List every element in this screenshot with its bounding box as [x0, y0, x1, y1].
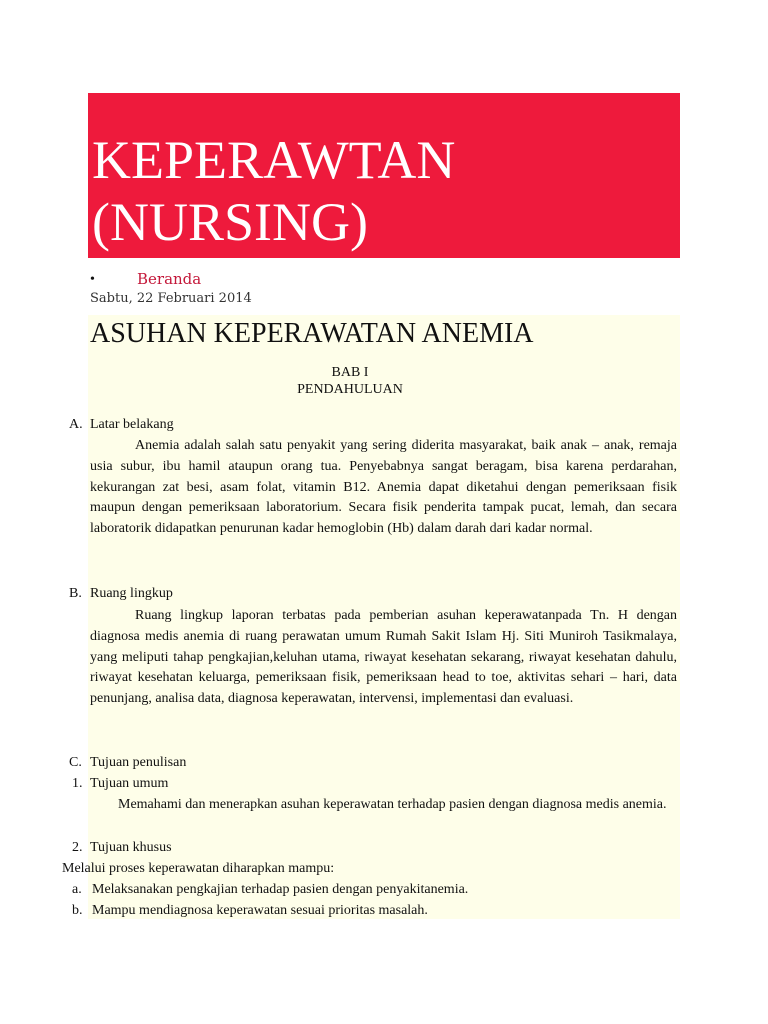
list-item-a: Melaksanakan pengkajian terhadap pasien dengan penyakitanemia. — [92, 882, 469, 897]
section-b-marker: B. — [69, 586, 82, 601]
post-title[interactable]: ASUHAN KEPERAWATAN ANEMIA — [90, 318, 534, 349]
list-item-b: Mampu mendiagnosa keperawatan sesuai prioritas masalah. — [92, 903, 428, 918]
chapter-number: BAB I — [331, 365, 369, 380]
site-title[interactable] — [92, 129, 455, 253]
subsection-2-heading: Tujuan khusus — [90, 840, 172, 855]
subsection-2-intro: Melalui proses keperawatan diharapkan mampu: — [62, 861, 335, 876]
section-a-heading: Latar belakang — [90, 417, 174, 432]
section-c-marker: C. — [69, 755, 82, 770]
site-header — [88, 93, 680, 258]
nav-link-beranda[interactable]: Beranda — [137, 270, 202, 288]
section-b-heading: Ruang lingkup — [90, 586, 173, 601]
post-date: Sabtu, 22 Februari 2014 — [90, 291, 252, 306]
section-c-heading: Tujuan penulisan — [90, 755, 187, 770]
chapter-title: PENDAHULUAN — [297, 382, 403, 397]
subsection-1-paragraph: Memahami dan menerapkan asuhan keperawatan terhadap pasien dengan diagnosa medis anemia. — [118, 797, 667, 812]
section-a-paragraph: Anemia adalah salah satu penyakit yang sering diderita masyarakat, baik anak – anak, remaja usia subur, ibu hamil ataupun orang tua. Penyebabnya sangat beragam, bisa karena perdarahan, kekurangan zat besi, asam folat, vitamin B12. Anemia dapat diketahui dengan pemeriksaan fisik maupun dengan pemeriksaan laboratorium. Secara fisik penderita tampak pucat, lemah, dan secara laboratorik didapatkan penurunan kadar hemoglobin (Hb) dalam darah dari kadar normal. — [90, 438, 677, 537]
site-title-line-2[interactable]: (NURSING) — [92, 192, 368, 252]
nav-bullet: • — [90, 272, 95, 287]
site-title-line-1[interactable]: KEPERAWTAN — [92, 130, 456, 190]
subsection-1-heading: Tujuan umum — [90, 776, 169, 791]
subsection-1-marker: 1. — [72, 776, 83, 791]
section-a-marker: A. — [69, 417, 83, 432]
list-item-a-marker: a. — [72, 882, 82, 897]
section-b-paragraph: Ruang lingkup laporan terbatas pada pemberian asuhan keperawatanpada Tn. H dengan diagnosa medis anemia di ruang perawatan umum Rumah Sakit Islam Hj. Siti Muniroh Tasikmalaya, yang meliputi tahap pengkajian,keluhan utama, riwayat kesehatan sekarang, riwayat kesehatan dahulu, riwayat kesehatan keluarga, pemeriksaan fisik, pemeriksaan head to toe, aktivitas sehari – hari, data penunjang, analisa data, diagnosa keperawatan, intervensi, implementasi dan evaluasi. — [90, 608, 677, 707]
subsection-2-marker: 2. — [72, 840, 83, 855]
list-item-b-marker: b. — [72, 903, 83, 918]
